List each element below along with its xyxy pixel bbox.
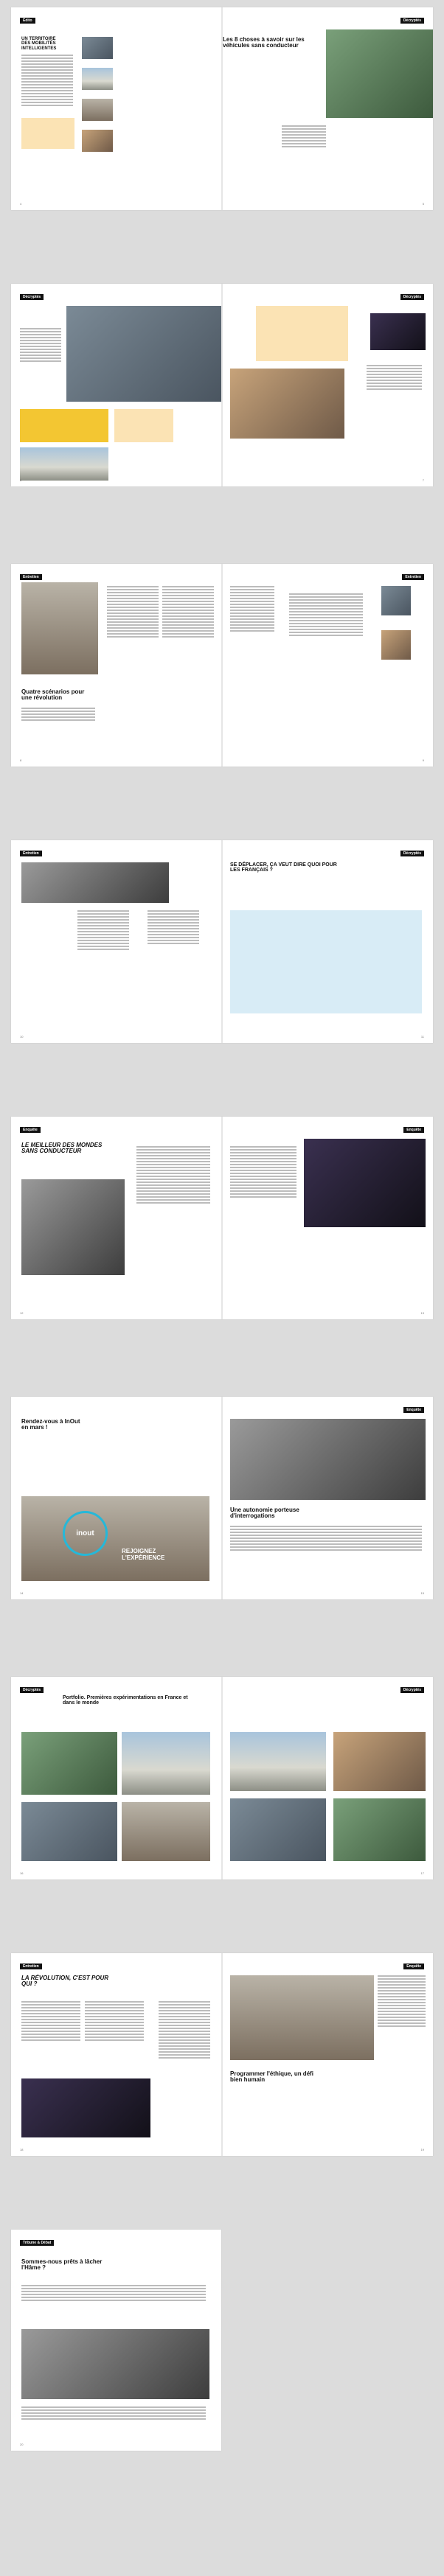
left-page <box>11 1953 221 2156</box>
page-number: 17 <box>420 1871 424 1875</box>
body-text <box>21 2406 206 2421</box>
page-number: 18 <box>20 2148 24 2151</box>
infographic <box>256 306 348 361</box>
right-page <box>223 1953 433 2156</box>
page-number: 9 <box>422 758 424 762</box>
left-page <box>11 7 221 210</box>
section-tag: Décryptés <box>20 294 44 300</box>
page-headline: LE MEILLEUR DES MONDES SANS CONDUCTEUR <box>21 1142 103 1155</box>
info-box <box>114 409 173 442</box>
section-tag: Entretien <box>20 851 42 856</box>
page-headline: SE DÉPLACER, ÇA VEUT DIRE QUOI POUR LES FRANÇAIS ? <box>230 862 337 873</box>
page-number: 16 <box>20 1871 24 1875</box>
page-headline: Les 8 choses à savoir sur les véhicules sans conducteur <box>223 36 305 49</box>
left-page <box>11 840 221 1043</box>
left-page <box>11 284 221 486</box>
right-page <box>223 1677 433 1879</box>
section-tag: Enquête <box>403 1127 424 1133</box>
right-page <box>223 1397 433 1599</box>
portfolio-photo <box>122 1732 210 1795</box>
section-tag: Enquête <box>403 1407 424 1413</box>
right-page <box>223 7 433 210</box>
photo-vintage-car <box>21 2329 209 2399</box>
photo-night-city <box>304 1139 426 1227</box>
page-number: 20 <box>20 2443 24 2446</box>
page-headline: Portfolio. Premières expérimentations en France et dans le monde <box>63 1695 188 1706</box>
page-number: 7 <box>422 478 424 482</box>
spread-1 <box>11 7 433 210</box>
body-text <box>107 586 159 639</box>
body-text <box>21 2001 80 2042</box>
portfolio-photo <box>122 1802 210 1861</box>
page-headline: Sommes-nous prêts à lâcher l'Hâme ? <box>21 2258 103 2272</box>
right-page <box>223 840 433 1043</box>
page-headline: LA RÉVOLUTION, C'EST POUR QUI ? <box>21 1975 109 1988</box>
right-page <box>223 564 433 767</box>
spread-6 <box>11 1397 433 1599</box>
photo-sensor <box>370 313 426 350</box>
page-number: 5 <box>422 202 424 206</box>
portfolio-photo <box>230 1732 326 1791</box>
body-text <box>159 2001 210 2060</box>
spread-5 <box>11 1117 433 1319</box>
section-tag: Décryptés <box>400 1687 424 1693</box>
spread-4 <box>11 840 433 1043</box>
thumbnail <box>82 37 113 59</box>
ad-photo-square <box>21 1496 209 1581</box>
page-number: 19 <box>420 2148 424 2151</box>
page-number: 14 <box>20 1591 24 1595</box>
section-tag: Entretien <box>20 1964 42 1969</box>
page-headline: UN TERRITOIRE DES MOBILITÉS INTELLIGENTES <box>21 37 57 51</box>
body-text <box>230 586 274 633</box>
page-number: 8 <box>20 758 22 762</box>
right-page <box>223 284 433 486</box>
left-page <box>11 1397 221 1599</box>
body-text <box>85 2001 144 2042</box>
section-tag: Tribune & Débat <box>20 2240 54 2246</box>
hero-photo-car <box>326 29 433 118</box>
left-page <box>11 1677 221 1879</box>
page-number: 12 <box>20 1311 24 1315</box>
page-number: 13 <box>420 1311 424 1315</box>
page-headline: Quatre scénarios pour une révolution <box>21 688 85 702</box>
body-text <box>148 910 199 946</box>
photo-car-night <box>21 2078 150 2137</box>
infographic-map <box>230 910 422 1013</box>
body-text <box>378 1975 426 2028</box>
thumbnail <box>82 68 113 90</box>
photo-cockpit <box>66 306 221 402</box>
body-text <box>20 328 61 363</box>
section-tag: Décryptés <box>400 294 424 300</box>
body-text <box>21 2285 206 2303</box>
page-number: 15 <box>420 1591 424 1595</box>
highlight-box <box>20 409 108 442</box>
left-page <box>11 564 221 767</box>
ad-tagline: REJOIGNEZ L'EXPÉRIENCE <box>122 1548 165 1561</box>
page-headline: Une autonomie porteuse d'interrogations <box>230 1507 299 1520</box>
portfolio-photo <box>333 1798 426 1861</box>
thumbnail <box>82 130 113 152</box>
left-page <box>11 2230 221 2451</box>
photo-aerial-city <box>21 582 98 674</box>
body-text <box>136 1146 210 1205</box>
body-text <box>77 910 129 952</box>
photo-interior <box>230 369 344 439</box>
section-tag: Décryptés <box>400 18 424 24</box>
section-tag: Décryptés <box>20 1687 44 1693</box>
spread-2 <box>11 284 433 486</box>
portfolio-photo <box>230 1798 326 1861</box>
photo-crowd <box>230 1975 374 2060</box>
photo-shuttle <box>20 447 108 481</box>
thumbnail <box>82 99 113 121</box>
ad-logo: inout <box>63 1511 108 1556</box>
page-number: 6 <box>20 478 22 482</box>
left-page <box>11 1117 221 1319</box>
spread-3 <box>11 564 433 767</box>
page-number: 4 <box>20 202 22 206</box>
body-text <box>162 586 214 639</box>
body-text <box>230 1146 296 1199</box>
body-text <box>21 55 73 108</box>
section-tag: Entretien <box>20 574 42 580</box>
photo-driver <box>230 1419 426 1500</box>
page-number: 11 <box>420 1035 424 1039</box>
page-number: 10 <box>20 1035 24 1039</box>
section-tag: Décryptés <box>400 851 424 856</box>
page-headline: Rendez-vous à InOut en mars ! <box>21 1418 80 1431</box>
portfolio-photo <box>21 1732 117 1795</box>
photo-car-interior <box>21 1179 125 1275</box>
highlight-box <box>21 118 74 149</box>
page-headline: Programmer l'éthique, un défi bien humain <box>230 2070 314 2084</box>
single-page <box>11 2230 221 2451</box>
portrait-photo <box>381 586 411 615</box>
section-tag: Édito <box>20 18 35 24</box>
body-text <box>367 365 422 391</box>
right-page <box>223 1117 433 1319</box>
portfolio-photo <box>333 1732 426 1791</box>
section-tag: Enquête <box>403 1964 424 1969</box>
spread-7 <box>11 1677 433 1879</box>
section-tag: Entretien <box>402 574 424 580</box>
portrait-photo <box>381 630 411 660</box>
spread-8 <box>11 1953 433 2156</box>
portfolio-photo <box>21 1802 117 1861</box>
section-tag: Enquête <box>20 1127 41 1133</box>
photo-street <box>21 862 169 903</box>
body-text <box>21 708 95 722</box>
body-text <box>282 125 326 149</box>
body-text <box>289 593 363 638</box>
body-text <box>230 1526 422 1552</box>
